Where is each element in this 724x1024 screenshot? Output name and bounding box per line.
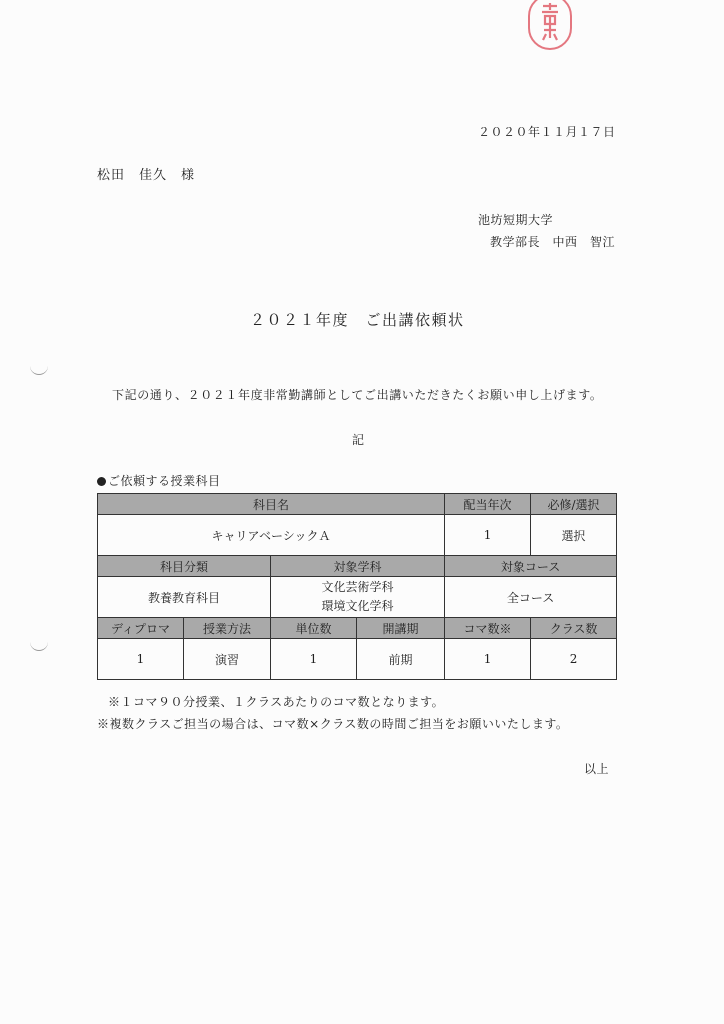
punch-hole-mark-upper bbox=[30, 364, 48, 375]
ki-marker: 記 bbox=[352, 433, 365, 447]
value-classes: 2 bbox=[531, 639, 617, 680]
closing-text: 以上 bbox=[584, 762, 610, 776]
table-row bbox=[98, 494, 617, 515]
document-title: ２０２１年度 ご出講依頼状 bbox=[250, 311, 465, 329]
value-diploma: 1 bbox=[98, 639, 184, 680]
value-category: 教養教育科目 bbox=[98, 577, 271, 618]
value-departments bbox=[271, 577, 445, 618]
value-subject-name: キャリアベーシックＡ bbox=[98, 515, 445, 556]
punch-hole-mark-lower bbox=[30, 640, 48, 651]
value-year: 1 bbox=[445, 515, 531, 556]
header-diploma: ディプロマ bbox=[98, 618, 184, 639]
header-subject-name: 科目名 bbox=[98, 494, 445, 515]
value-teaching-method: 演習 bbox=[184, 639, 271, 680]
value-credits: 1 bbox=[271, 639, 357, 680]
red-seal-stamp bbox=[528, 0, 572, 50]
header-department: 対象学科 bbox=[271, 556, 445, 577]
value-course: 全コース bbox=[445, 577, 617, 618]
sender-organization: 池坊短期大学 bbox=[478, 213, 554, 227]
recipient-name: 松田 佳久 様 bbox=[97, 168, 196, 183]
department-2: 環境文化学科 bbox=[321, 599, 394, 613]
header-year: 配当年次 bbox=[445, 494, 531, 515]
document-date: ２０２０年１１月１７日 bbox=[478, 125, 616, 139]
table-row bbox=[98, 618, 617, 639]
note-2: ※複数クラスご担当の場合は、コマ数×クラス数の時間ご担当をお願いいたします。 bbox=[97, 717, 569, 731]
bullet-icon bbox=[97, 477, 106, 486]
header-course: 対象コース bbox=[445, 556, 617, 577]
department-1: 文化芸術学科 bbox=[321, 580, 394, 594]
section-heading bbox=[97, 472, 221, 489]
table-row bbox=[98, 639, 617, 680]
course-request-table bbox=[97, 493, 617, 680]
header-teaching-method: 授業方法 bbox=[184, 618, 271, 639]
table-row bbox=[98, 515, 617, 556]
table-row bbox=[98, 577, 617, 618]
header-classes: クラス数 bbox=[531, 618, 617, 639]
section-heading-text: ご依頼する授業科目 bbox=[108, 474, 221, 488]
seal-glyph-icon bbox=[540, 2, 560, 42]
table-row bbox=[98, 556, 617, 577]
header-required-elective: 必修/選択 bbox=[531, 494, 617, 515]
note-1: ※１コマ９０分授業、１クラスあたりのコマ数となります。 bbox=[108, 695, 445, 709]
header-credits: 単位数 bbox=[271, 618, 357, 639]
sender-name: 教学部長 中西 智江 bbox=[490, 235, 616, 249]
value-required-elective: 選択 bbox=[531, 515, 617, 556]
body-text: 下記の通り、２０２１年度非常勤講師としてご出講いただきたくお願い申し上げます。 bbox=[112, 388, 603, 402]
header-sessions: コマ数※ bbox=[445, 618, 531, 639]
value-sessions: 1 bbox=[445, 639, 531, 680]
value-term: 前期 bbox=[357, 639, 445, 680]
header-term: 開講期 bbox=[357, 618, 445, 639]
header-category: 科目分類 bbox=[98, 556, 271, 577]
